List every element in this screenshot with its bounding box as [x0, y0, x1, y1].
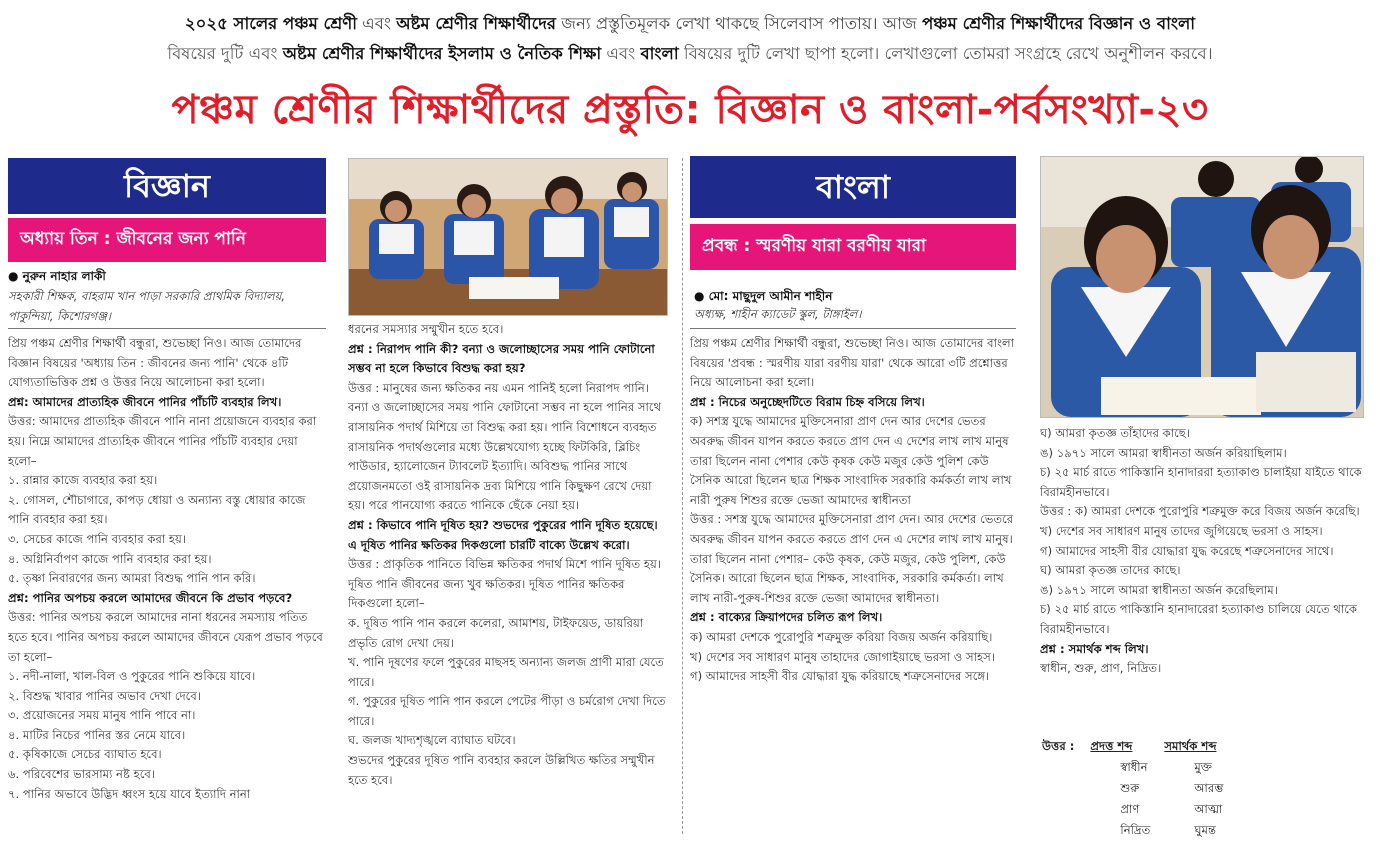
paragraph: গ. পুকুরের দূষিত পানি পান করলে পেটের পীড়া ও চর্মরোগ দেখা দিতে পারে।: [348, 694, 666, 728]
students-photo: [348, 158, 668, 316]
intro-text: বিষয়ের দুটি এবং: [167, 44, 283, 63]
table-spacer: [1042, 800, 1088, 819]
table-row: [1042, 758, 1235, 777]
science-chapter-banner: অধ্যায় তিন : জীবনের জন্য পানি: [8, 218, 326, 262]
synonym-cell: আরম্ভ: [1194, 781, 1224, 795]
table-spacer: [1042, 758, 1088, 777]
divider: [690, 328, 1016, 329]
intro-line-2: [0, 42, 1380, 66]
paragraph: ৩. প্রয়োজনের সময় মানুষ পানি পাবে না।: [8, 708, 196, 723]
paragraph: শুভদের পুকুরের দূষিত পানি ব্যবহার করলে উল্লিখিত ক্ষতির সম্মুখীন হতে হবে।: [348, 753, 655, 787]
paragraph: ৫. তৃষ্ণা নিবারণের জন্য আমরা বিশুদ্ধ পানি পান করি।: [8, 571, 256, 586]
table-row: [1042, 821, 1235, 840]
synonym-cell: আত্মা: [1194, 802, 1223, 816]
answer-label: উত্তর :: [1042, 739, 1075, 753]
paragraph: ৪. অগ্নিনির্বাপণ কাজে পানি ব্যবহার করা হয়।: [8, 551, 212, 566]
science-author: ● নুরুন নাহার লাকী: [8, 269, 106, 283]
table-header-synonym: সমার্থক শব্দ: [1164, 739, 1217, 753]
paragraph: ঘ) আমরা কৃতজ্ঞ তাদের কাছে।: [1040, 563, 1181, 578]
paragraph: প্রিয় পঞ্চম শ্রেণীর শিক্ষার্থী বন্ধুরা, শুভেচ্ছা নিও। আজ তোমাদের বিজ্ঞান বিষয়ের 'অধ্যায় তিন : জীবনের জন্য পানি' থেকে ৪টি যোগ্যতাভিত্তিক প্রশ্ন ও উত্তর নিয়ে আলোচনা করা হলো।: [8, 336, 302, 390]
paragraph: প্রশ্ন: আমাদের প্রাত্যহিক জীবনে পানির পাঁচটি ব্যবহার লিখ।: [8, 394, 282, 409]
paragraph: ধরনের সমস্যার সম্মুখীন হতে হবে।: [348, 322, 504, 336]
paragraph: ৩. সেচের কাজে পানি ব্যবহার করা হয়।: [8, 531, 186, 546]
paragraph: উত্তর: আমাদের প্রাত্যহিক জীবনে পানি নানা প্রয়োজনে ব্যবহার করা হয়। নিম্নে আমাদের প্রাত্যহিক জীবনে পানির পাঁচটি ব্যবহার দেয়া হলো–: [8, 414, 317, 468]
paragraph: ক) সশস্ত্র যুদ্ধে আমাদের মুক্তিসেনারা প্রাণ দেন আর দেশের ভেতর অবরুদ্ধ জীবন যাপন করতে করতে প্রাণ দেন এ দেশের লাখ লাখ মানুষ তারা ছিলেন নানা পেশার কেউ কৃষক কেউ মজুর কেউ পুলিশ কেউ সৈনিক আরো ছিলেন ছাত্র শিক্ষক সাংবাদিক সরকারি কর্মকর্তা লাখ লাখ নারী পুরুষ শিশুর রক্তে ভেজা আমাদের স্বাধীনতা: [690, 414, 1012, 507]
synonym-cell: মুক্ত: [1194, 760, 1213, 774]
paragraph: স্বাধীন, শুরু, প্রাণ, নিদ্রিত।: [1040, 661, 1162, 676]
paragraph: উত্তর : সশস্ত্র যুদ্ধে আমাদের মুক্তিসেনারা প্রাণ দেন। আর দেশের ভেতরে অবরুদ্ধ জীবন যাপন করতে করতে প্রাণ দেন এ দেশের লাখ লাখ মানুষ। তারা ছিলেন নানা পেশার– কেউ কৃষক, কেউ মজুর, কেউ পুলিশ, কেউ সৈনিক। আরো ছিলেন ছাত্র শিক্ষক, সাংবাদিক, সরকারি কর্মকর্তা। লাখ লাখ নারী-পুরুষ-শিশুর রক্তে ভেজা আমাদের স্বাধীনতা।: [690, 512, 1014, 605]
science-text-col-1: [8, 334, 328, 834]
paragraph: প্রশ্ন : বাক্যের ক্রিয়াপদের চলিত রূপ লিখ।: [690, 610, 883, 625]
students-photo-image: [349, 159, 667, 315]
bangla-chapter-banner: প্রবন্ধ : স্মরণীয় যারা বরণীয় যারা: [690, 224, 1016, 270]
paragraph: ঙ) ১৯৭১ সালে আমরা স্বাধীনতা অর্জন করিয়াছিলাম।: [1040, 445, 1287, 460]
science-designation: সহকারী শিক্ষক, বাহরাম খান পাড়া সরকারি প্রাথমিক বিদ্যালয়, পাকুন্দিয়া, কিশোরগঞ্জ।: [8, 289, 286, 323]
paragraph: উত্তর : মানুষের জন্য ক্ষতিকর নয় এমন পানিই হলো নিরাপদ পানি। বন্যা ও জলোচ্ছাসের সময় পানি ফোটানো সম্ভব না হলে পানির সাথে রাসায়নিক পদার্থ মিশিয়ে তা বিশুদ্ধ করা হয়। পানি বিশোধনে ব্যবহৃত রাসায়নিক পদার্থগুলোর মধ্যে উল্লেখযোগ্য হচ্ছে ফিটকিরি, ব্লিচিং পাউডার, হ্যালোজেন ট্যাবলেট ইত্যাদি। অবিশুদ্ধ পানির সাথে প্রয়োজনমতো ওই রাসায়নিক দ্রব্য মিশিয়ে পানি কিছুক্ষণ রেখে দেয়া হয়। পরে পানযোগ্য করতে পানিকে ছেঁকে নেয়া হয়।: [348, 380, 662, 513]
intro-text: পঞ্চম শ্রেণীর শিক্ষার্থীদের বিজ্ঞান ও বাংলা: [922, 14, 1196, 33]
paragraph: খ. পানি দূষণের ফলে পুকুরের মাছসহ অন্যান্য জলজ প্রাণী মারা যেতে পারে।: [348, 655, 664, 689]
intro-text: অষ্টম শ্রেণীর শিক্ষার্থীদের ইসলাম ও নৈতিক শিক্ষা: [282, 44, 602, 63]
paragraph: গ) আমাদের সাহসী বীর যোদ্ধারা যুদ্ধ করেছে শত্রুসেনাদের সাথে।: [1040, 543, 1334, 558]
paragraph: গ) আমাদের সাহসী বীর যোদ্ধারা যুদ্ধ করিয়াছে শত্রুসেনাদের সঙ্গে।: [690, 669, 990, 684]
divider: [8, 328, 326, 329]
paragraph: চ) ২৫ মার্চ রাতে পাকিস্তানি হানাদাররা হত্যাকাণ্ড চালাইয়া যাইতে থাকে বিরামহীনভাবে।: [1040, 465, 1362, 499]
bangla-designation: অধ্যক্ষ, শাহীন ক্যাডেট স্কুল, টাঙ্গাইল।: [694, 307, 862, 321]
paragraph: ক) আমরা দেশকে পুরোপুরি শত্রুমুক্ত করিয়া বিজয় অর্জন করিয়াছি।: [690, 629, 993, 644]
paragraph: ৬. পরিবেশের ভারসাম্য নষ্ট হবে।: [8, 767, 155, 782]
paragraph: ক. দূষিত পানি পান করলে কলেরা, আমাশয়, টাইফয়েড, ডায়রিয়া প্রভৃতি রোগ দেখা দেয়।: [348, 615, 644, 650]
science-subject-banner: বিজ্ঞান: [8, 158, 326, 214]
paragraph: ২. গোসল, শৌচাগারে, কাপড় ধোয়া ও অন্যান্য বস্তু ধোয়ার কাজে পানি ব্যবহার করা হয়।: [8, 492, 306, 527]
intro-text: বাংলা: [640, 44, 679, 63]
synonym-table: [1040, 735, 1237, 842]
paragraph: ৭. পানির অভাবে উদ্ভিদ ধ্বংস হয়ে যাবে ইত্যাদি নানা: [8, 786, 251, 801]
table-header-given-word: প্রদত্ত শব্দ: [1090, 739, 1133, 753]
page-headline: পঞ্চম শ্রেণীর শিক্ষার্থীদের প্রস্তুতি: বিজ্ঞান ও বাংলা-পর্বসংখ্যা-২৩: [171, 87, 1209, 133]
paragraph: উত্তর : প্রাকৃতিক পানিতে বিভিন্ন ক্ষতিকর পদার্থ মিশে পানি দূষিত হয়। দূষিত পানি জীবনের জন্য খুব ক্ষতিকর। দূষিত পানির ক্ষতিকর দিকগুলো হলো–: [348, 557, 661, 611]
intro-text: ২০২৫ সালের: [184, 14, 283, 33]
paragraph: প্রশ্ন: পানির অপচয় করলে আমাদের জীবনে কি প্রভাব পড়বে?: [8, 590, 293, 605]
paragraph: প্রশ্ন : সমার্থক শব্দ লিখ।: [1040, 641, 1149, 656]
intro-text: বিষয়ের দুটি লেখা ছাপা হলো। লেখাগুলো তোমরা সংগ্রহে রেখে অনুশীলন করবে।: [678, 44, 1213, 63]
paragraph: প্রশ্ন : নিরাপদ পানি কী? বন্যা ও জলোচ্ছাসের সময় পানি ফোটানো সম্ভব না হলে কিভাবে বিশুদ্ধ করা হয়?: [348, 341, 655, 376]
paragraph: প্রিয় পঞ্চম শ্রেণীর শিক্ষার্থী বন্ধুরা, শুভেচ্ছা নিও। আজ তোমাদের বাংলা বিষয়ের 'প্রবন্ধ : স্মরণীয় যারা বরণীয় যারা' থেকে আরো ৩টি প্রশ্নোত্তর নিয়ে আলোচনা করা হলো।: [690, 336, 1014, 390]
paragraph: উত্তর: পানির অপচয় করলে আমাদের নানা ধরনের সমস্যায় পতিত হতে হবে। পানির অপচয় করলে আমাদের জীবনে যেরূপ প্রভাব পড়বে তা হলো–: [8, 610, 323, 664]
paragraph: প্রশ্ন : নিচের অনুচ্ছেদটিতে বিরাম চিহ্ন বসিয়ে লিখ।: [690, 394, 925, 409]
paragraph: ঙ) ১৯৭১ সালে আমরা স্বাধীনতা অর্জন করেছিলাম।: [1040, 582, 1278, 597]
intro-text: পঞ্চম শ্রেণী: [283, 14, 357, 33]
given-word-cell: শুরু: [1120, 781, 1140, 795]
science-text-col-2: [348, 320, 670, 834]
bangla-subject-banner: বাংলা: [690, 156, 1016, 218]
paragraph: ঘ) আমরা কৃতজ্ঞ তাঁহাদের কাছে।: [1040, 426, 1190, 440]
given-word-cell: স্বাধীন: [1120, 760, 1148, 774]
paragraph: ২. বিশুদ্ধ খাবার পানির অভাব দেখা দেবে।: [8, 688, 201, 703]
paragraph: ৪. মাটির নিচের পানির স্তর নেমে যাবে।: [8, 727, 186, 742]
synonym-table-block: [1040, 735, 1366, 842]
given-word-cell: নিদ্রিত: [1120, 823, 1151, 837]
table-row: [1042, 800, 1235, 819]
bangla-text-col-3: [690, 334, 1018, 834]
paragraph: ১. রান্নার কাজে ব্যবহার করা হয়।: [8, 473, 158, 488]
intro-text: এবং: [601, 44, 641, 63]
paragraph: খ) দেশের সব সাধারণ মানুষ তাদের জুগিয়েছে ভরসা ও সাহস।: [1040, 523, 1323, 538]
synonym-cell: ঘুমন্ত: [1194, 823, 1216, 837]
table-spacer: [1042, 779, 1088, 798]
paragraph: ৫. কৃষিকাজে সেচের ব্যাঘাত হবে।: [8, 747, 162, 762]
student-writing-photo: [1040, 156, 1364, 418]
paragraph: ১. নদী-নালা, খাল-বিল ও পুকুরের পানি শুকিয়ে যাবে।: [8, 669, 256, 684]
table-spacer: [1042, 821, 1088, 840]
intro-text: এবং: [356, 14, 397, 33]
paragraph: ঘ. জলজ খাদ্যশৃঙ্খলে ব্যাঘাত ঘটবে।: [348, 733, 516, 748]
column-divider: [682, 158, 683, 834]
paragraph: প্রশ্ন : কিভাবে পানি দূষিত হয়? শুভদের পুকুরের পানি দূষিত হয়েছে। এ দূষিত পানির ক্ষতিকর দিকগুলো চারটি বাক্যে উল্লেখ করো।: [348, 517, 658, 552]
intro-text: অষ্টম শ্রেণীর শিক্ষার্থীদের: [396, 14, 556, 33]
table-header-row: [1042, 737, 1235, 756]
student-writing-photo-image: [1041, 157, 1363, 417]
paragraph: চ) ২৫ মার্চ রাতে পাকিস্তানি হানাদারেরা হত্যাকাণ্ড চালিয়ে যেতে থাকে বিরামহীনভাবে।: [1040, 602, 1357, 636]
bangla-author: ● মো: মাছুদুল আমীন শাহীন: [694, 289, 833, 303]
intro-line-1: [0, 12, 1380, 36]
table-row: [1042, 779, 1235, 798]
paragraph: উত্তর : ক) আমরা দেশকে পুরোপুরি শত্রুমুক্ত করে বিজয় অর্জন করেছি।: [1040, 504, 1360, 519]
bangla-text-col-4: [1040, 424, 1366, 714]
intro-text: জন্য প্রস্তুতিমূলক লেখা থাকছে সিলেবাস পাতায়। আজ: [555, 14, 923, 33]
given-word-cell: প্রাণ: [1120, 802, 1140, 816]
paragraph: খ) দেশের সব সাধারণ মানুষ তাহাদের জোগাইয়াছে ভরসা ও সাহস।: [690, 649, 995, 664]
